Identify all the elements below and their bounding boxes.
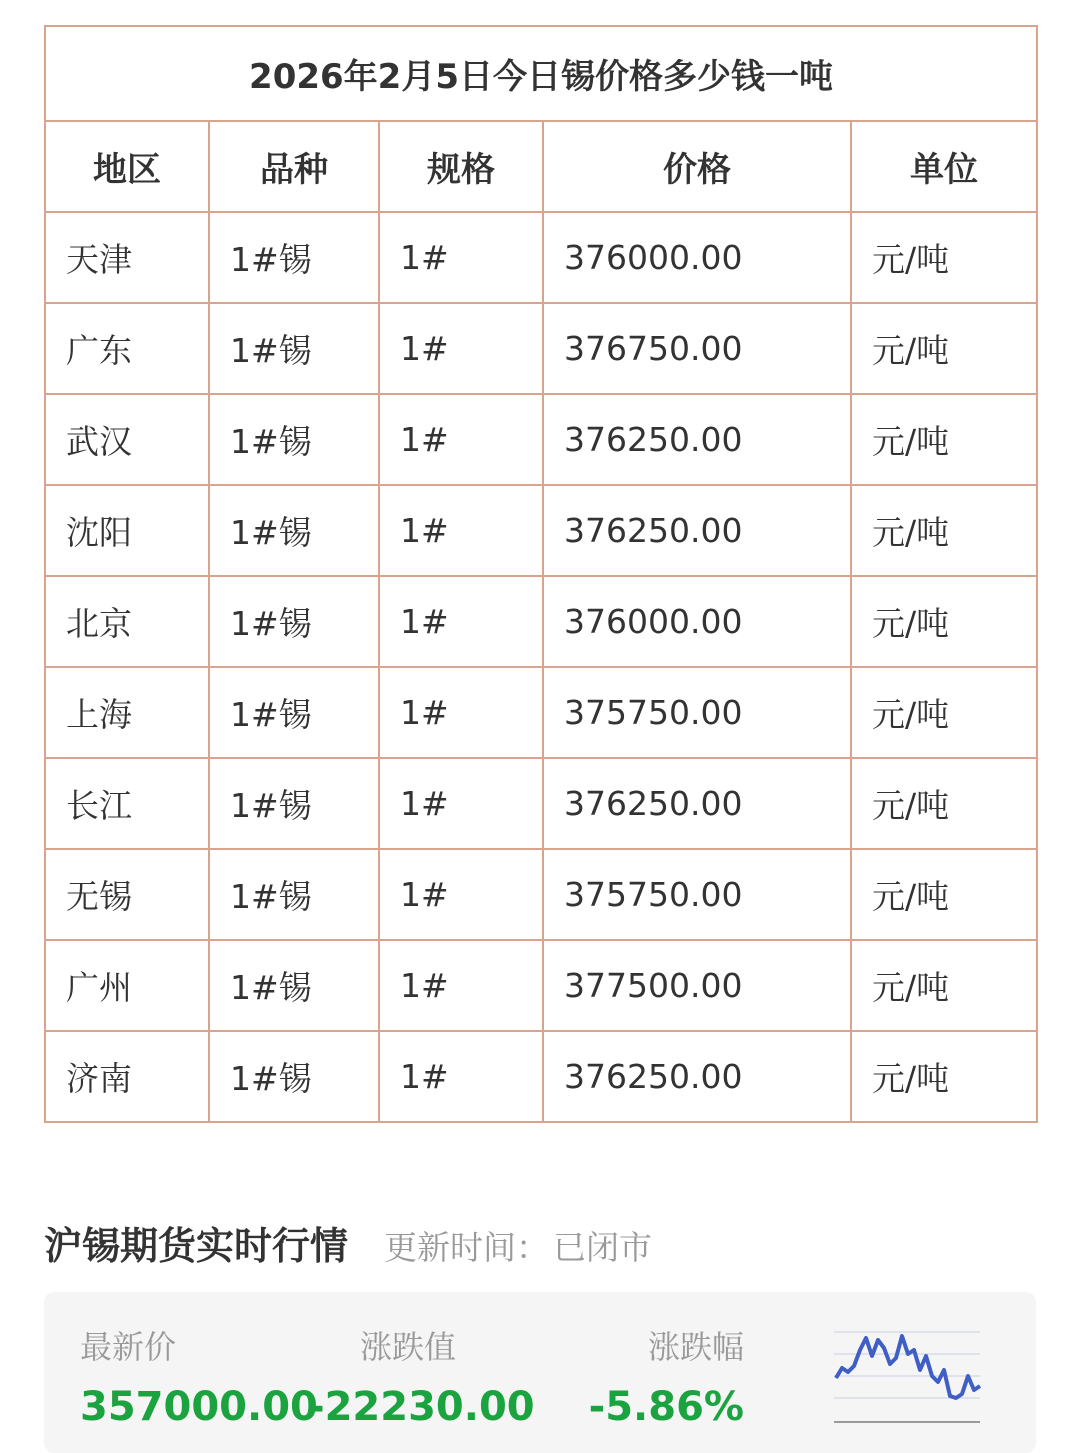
update-time-label: 更新时间：: [384, 1228, 550, 1267]
table-row: [45, 940, 1037, 1031]
cell-spec: 1#: [379, 849, 543, 940]
change-percent-value: -5.86%: [588, 1384, 744, 1430]
table-row: [45, 485, 1037, 576]
table-row: [45, 576, 1037, 667]
change-value: -22230.00: [308, 1384, 535, 1430]
change-value-label: 涨跌值: [360, 1328, 457, 1366]
cell-region: 北京: [45, 576, 209, 667]
cell-spec: 1#: [379, 303, 543, 394]
table-row: [45, 849, 1037, 940]
cell-unit: 元/吨: [851, 576, 1037, 667]
cell-spec: 1#: [379, 667, 543, 758]
cell-unit: 元/吨: [851, 667, 1037, 758]
futures-section-header: [44, 1215, 1036, 1275]
cell-price: 376000.00: [543, 576, 851, 667]
cell-unit: 元/吨: [851, 303, 1037, 394]
change-value-block: [308, 1322, 535, 1430]
cell-spec: 1#: [379, 940, 543, 1031]
cell-region: 长江: [45, 758, 209, 849]
table-title: 2026年2月5日今日锡价格多少钱一吨: [45, 26, 1037, 121]
table-row: [45, 758, 1037, 849]
header-spec: 规格: [379, 121, 543, 212]
tin-price-table: [44, 25, 1038, 1123]
cell-price: 376250.00: [543, 1031, 851, 1122]
cell-price: 376000.00: [543, 212, 851, 303]
update-time-value: 已闭市: [553, 1228, 653, 1267]
cell-region: 武汉: [45, 394, 209, 485]
cell-unit: 元/吨: [851, 212, 1037, 303]
latest-price-label: 最新价: [80, 1328, 177, 1366]
cell-variety: 1#锡: [209, 940, 379, 1031]
cell-unit: 元/吨: [851, 940, 1037, 1031]
table-row: [45, 303, 1037, 394]
cell-price: 376250.00: [543, 394, 851, 485]
cell-region: 广东: [45, 303, 209, 394]
cell-spec: 1#: [379, 485, 543, 576]
cell-variety: 1#锡: [209, 485, 379, 576]
cell-spec: 1#: [379, 758, 543, 849]
trend-sparkline-icon: [830, 1320, 986, 1428]
cell-unit: 元/吨: [851, 758, 1037, 849]
table-row: [45, 1031, 1037, 1122]
cell-variety: 1#锡: [209, 849, 379, 940]
header-unit: 单位: [851, 121, 1037, 212]
change-percent-label: 涨跌幅: [647, 1328, 744, 1366]
table-row: [45, 394, 1037, 485]
cell-spec: 1#: [379, 576, 543, 667]
cell-variety: 1#锡: [209, 212, 379, 303]
futures-title: 沪锡期货实时行情: [44, 1224, 349, 1268]
header-region: 地区: [45, 121, 209, 212]
cell-price: 375750.00: [543, 849, 851, 940]
cell-price: 375750.00: [543, 667, 851, 758]
cell-price: 376250.00: [543, 485, 851, 576]
change-percent-block: [584, 1322, 744, 1430]
cell-variety: 1#锡: [209, 1031, 379, 1122]
cell-unit: 元/吨: [851, 485, 1037, 576]
cell-variety: 1#锡: [209, 667, 379, 758]
cell-region: 无锡: [45, 849, 209, 940]
cell-spec: 1#: [379, 212, 543, 303]
futures-quote-card[interactable]: [44, 1292, 1036, 1453]
cell-unit: 元/吨: [851, 1031, 1037, 1122]
cell-unit: 元/吨: [851, 849, 1037, 940]
cell-variety: 1#锡: [209, 394, 379, 485]
table-header-row: [45, 121, 1037, 212]
cell-unit: 元/吨: [851, 394, 1037, 485]
cell-price: 376250.00: [543, 758, 851, 849]
cell-region: 沈阳: [45, 485, 209, 576]
header-variety: 品种: [209, 121, 379, 212]
table-row: [45, 212, 1037, 303]
cell-price: 377500.00: [543, 940, 851, 1031]
cell-region: 济南: [45, 1031, 209, 1122]
cell-variety: 1#锡: [209, 303, 379, 394]
latest-price-block: [80, 1322, 318, 1430]
cell-region: 天津: [45, 212, 209, 303]
header-price: 价格: [543, 121, 851, 212]
cell-region: 广州: [45, 940, 209, 1031]
cell-spec: 1#: [379, 394, 543, 485]
latest-price-value: 357000.00: [80, 1384, 318, 1430]
table-row: [45, 667, 1037, 758]
cell-variety: 1#锡: [209, 576, 379, 667]
cell-spec: 1#: [379, 1031, 543, 1122]
cell-region: 上海: [45, 667, 209, 758]
cell-price: 376750.00: [543, 303, 851, 394]
cell-variety: 1#锡: [209, 758, 379, 849]
